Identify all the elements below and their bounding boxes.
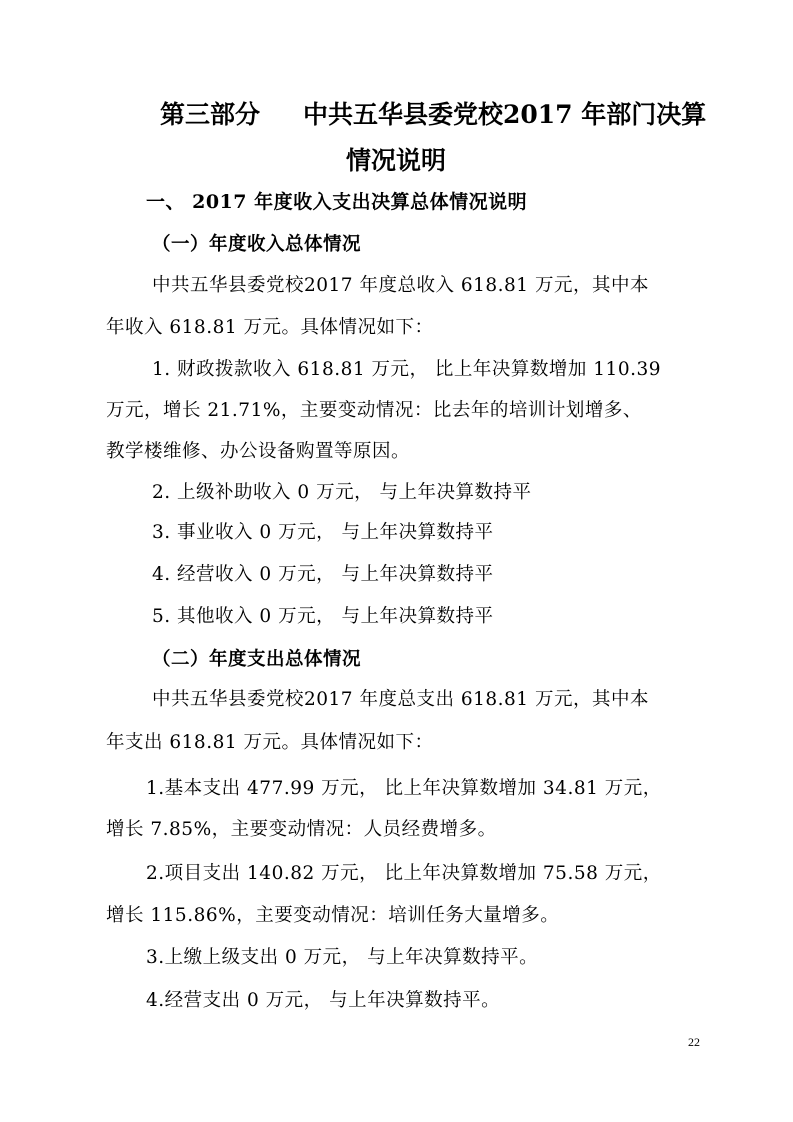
income-item3: 3. 事业收入 0 万元， 与上年决算数持平: [152, 522, 494, 543]
income-item2: 2. 上级补助收入 0 万元， 与上年决算数持平: [152, 482, 532, 503]
income-subheading: （一）年度收入总体情况: [152, 234, 362, 255]
page-title-continued: 情况说明: [346, 146, 447, 175]
income-item5: 5. 其他收入 0 万元， 与上年决算数持平: [152, 606, 494, 627]
income-item1-line3: 教学楼维修、办公设备购置等原因。: [106, 441, 411, 462]
expense-item3: 3.上缴上级支出 0 万元， 与上年决算数持平。: [146, 947, 539, 968]
expense-item1-line1: 1.基本支出 477.99 万元， 比上年决算数增加 34.81 万元，: [146, 778, 662, 799]
income-item4: 4. 经营收入 0 万元， 与上年决算数持平: [152, 564, 494, 585]
page-number: 22: [688, 1035, 700, 1049]
page-title: 中共五华县委党校2017 年部门决算: [303, 100, 707, 129]
section-heading: 一、 2017 年度收入支出决算总体情况说明: [146, 191, 528, 213]
income-intro-line1: 中共五华县委党校2017 年度总收入 618.81 万元，其中本: [152, 275, 649, 296]
expense-intro-line2: 年支出 618.81 万元。具体情况如下：: [106, 732, 434, 753]
expense-item4: 4.经营支出 0 万元， 与上年决算数持平。: [146, 990, 501, 1011]
page-title-part: 第三部分: [160, 100, 261, 129]
expense-item1-line2: 增长 7.85%，主要变动情况：人员经费增多。: [106, 819, 497, 840]
income-intro-line2: 年收入 618.81 万元。具体情况如下：: [106, 317, 434, 338]
income-item1-line1: 1. 财政拨款收入 618.81 万元， 比上年决算数增加 110.39: [152, 359, 662, 380]
expense-subheading: （二）年度支出总体情况: [152, 649, 362, 670]
expense-intro-line1: 中共五华县委党校2017 年度总支出 618.81 万元，其中本: [152, 689, 649, 710]
expense-item2-line2: 增长 115.86%，主要变动情况：培训任务大量增多。: [106, 905, 560, 926]
income-item1-line2: 万元，增长 21.71%，主要变动情况：比去年的培训计划增多、: [106, 400, 642, 421]
expense-item2-line1: 2.项目支出 140.82 万元， 比上年决算数增加 75.58 万元，: [146, 863, 662, 884]
